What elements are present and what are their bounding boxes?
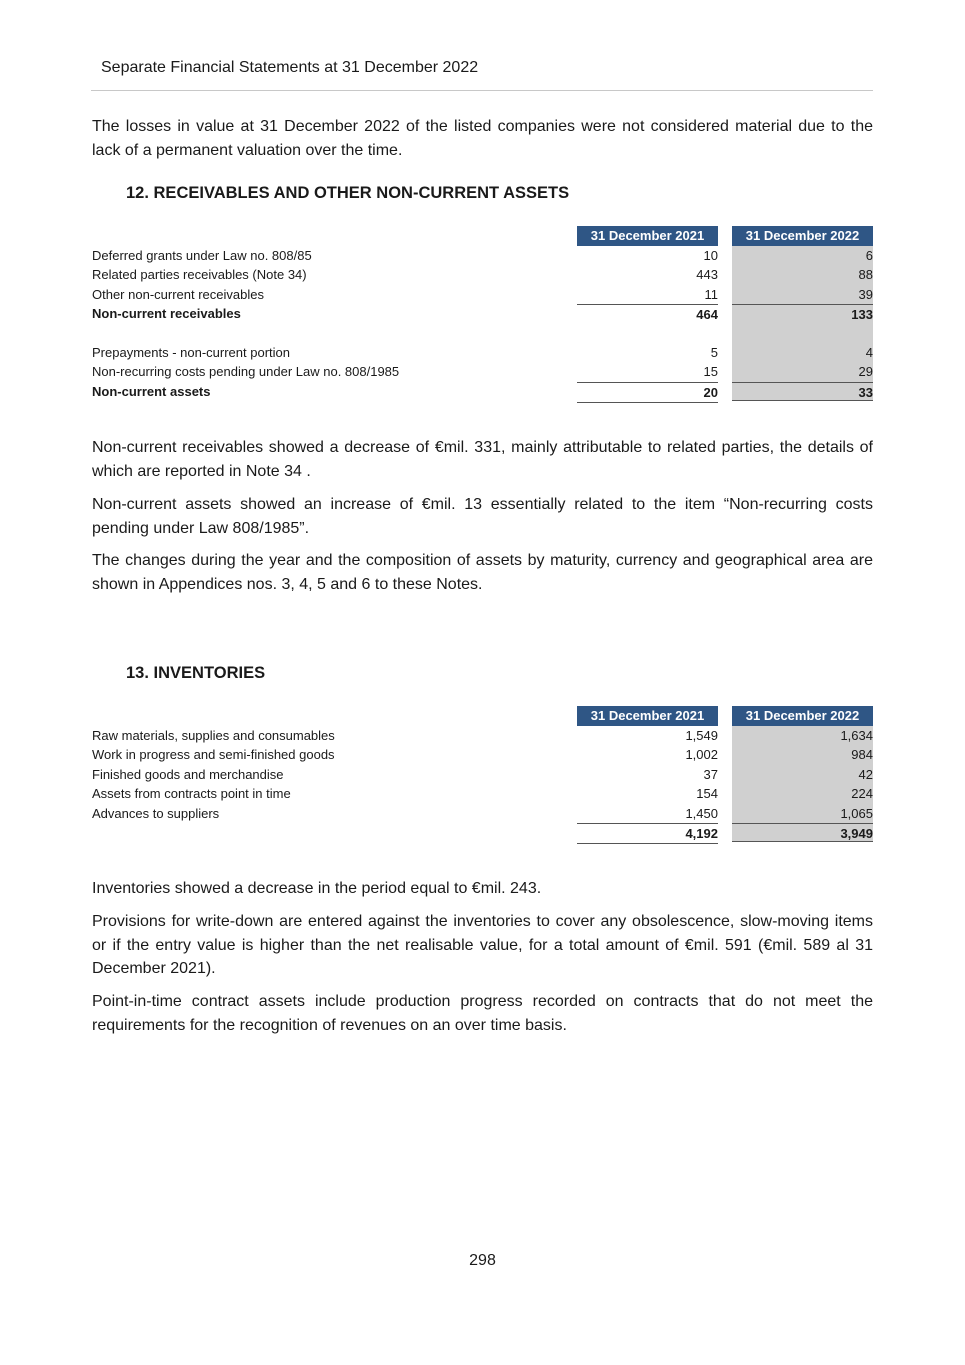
value-2021: 5 xyxy=(710,344,718,360)
value-2021: 15 xyxy=(703,364,718,380)
table-row xyxy=(92,784,873,803)
page-header-title: Separate Financial Statements at 31 December 2022 xyxy=(101,59,479,76)
section-13-paragraph: Inventories showed a decrease in the period equal to €mil. 243. xyxy=(92,880,542,897)
row-label: Non-current assets xyxy=(92,383,211,399)
value-2021: 20 xyxy=(577,382,718,403)
table-row xyxy=(92,285,873,304)
row-label: Advances to suppliers xyxy=(92,805,220,821)
table-row xyxy=(92,765,873,784)
value-2022: 1,634 xyxy=(732,726,873,745)
value-2022: 29 xyxy=(732,362,873,381)
value-2022: 3,949 xyxy=(732,823,873,842)
section-12-title: 12. RECEIVABLES AND OTHER NON-CURRENT ASSETS xyxy=(126,184,570,202)
header-divider xyxy=(91,90,873,91)
value-2021: 1,450 xyxy=(685,805,718,821)
value-2022: 42 xyxy=(732,765,873,784)
value-2022: 224 xyxy=(732,784,873,803)
table-header xyxy=(92,226,873,246)
value-2021: 464 xyxy=(577,304,718,324)
value-2022: 984 xyxy=(732,745,873,764)
value-2022: 6 xyxy=(732,246,873,265)
value-2021: 1,549 xyxy=(685,728,718,743)
column-header-2022: 31 December 2022 xyxy=(732,226,873,246)
column-header-2022: 31 December 2022 xyxy=(732,706,873,726)
value-2022: 133 xyxy=(732,304,873,323)
section-12-paragraph: The changes during the year and the composition of assets by maturity, currency and geographical area are shown in Appendices nos. 3, 4, 5 and 6 to these Notes. xyxy=(92,552,873,593)
table-row xyxy=(92,362,873,381)
row-label: Non-recurring costs pending under Law no. 808/1985 xyxy=(92,364,400,380)
receivables-table xyxy=(92,226,873,401)
table-row xyxy=(92,265,873,284)
row-label: Assets from contracts point in time xyxy=(92,786,291,802)
spacer-cell xyxy=(732,324,873,343)
value-2022: 88 xyxy=(732,265,873,284)
value-2022: 39 xyxy=(732,285,873,304)
value-2022: 33 xyxy=(732,382,873,401)
row-label: Non-current receivables xyxy=(92,306,241,322)
section-13-title: 13. INVENTORIES xyxy=(126,664,266,682)
table-row xyxy=(92,745,873,764)
table-header xyxy=(92,706,873,726)
table-row xyxy=(92,804,873,823)
row-label: Deferred grants under Law no. 808/85 xyxy=(92,248,312,263)
row-label: Other non-current receivables xyxy=(92,286,264,302)
value-2021: 10 xyxy=(703,248,718,263)
section-13-paragraph: Provisions for write-down are entered against the inventories to cover any obsolescence, slow-moving items or if the entry value is higher than the net realisable value, for a total amount of €mil. 591 (€mil. 589 al 31 December 2021). xyxy=(92,913,873,977)
section-13-paragraph: Point-in-time contract assets include production progress recorded on contracts that do not meet the requirements for the recognition of revenues on an over time basis. xyxy=(92,993,873,1034)
column-header-2021: 31 December 2021 xyxy=(577,706,718,726)
value-2022: 4 xyxy=(732,343,873,362)
table-row xyxy=(92,343,873,362)
value-2021: 11 xyxy=(704,286,718,302)
intro-paragraph: The losses in value at 31 December 2022 of the listed companies were not considered material due to the lack of a permanent valuation over the time. xyxy=(92,118,873,159)
row-label: Finished goods and merchandise xyxy=(92,766,284,782)
value-2021: 37 xyxy=(703,766,718,782)
value-2021: 154 xyxy=(696,786,718,802)
total-row xyxy=(92,823,873,842)
table-row xyxy=(92,726,873,745)
section-12-paragraph: Non-current receivables showed a decrease of €mil. 331, mainly attributable to related parties, the details of which are reported in Note 34 . xyxy=(92,439,873,480)
subtotal-row xyxy=(92,304,873,323)
row-label: Prepayments - non-current portion xyxy=(92,344,290,360)
table-row xyxy=(92,246,873,265)
section-12-paragraph: Non-current assets showed an increase of €mil. 13 essentially related to the item “Non-recurring costs pending under Law 808/1985”. xyxy=(92,496,873,537)
spacer-row xyxy=(92,324,873,343)
row-label: Related parties receivables (Note 34) xyxy=(92,267,307,283)
value-2022: 1,065 xyxy=(732,804,873,823)
page-number: 298 xyxy=(469,1252,496,1269)
total-row xyxy=(92,382,873,401)
value-2021: 1,002 xyxy=(685,747,718,763)
row-label: Work in progress and semi-finished goods xyxy=(92,747,335,763)
value-2021: 4,192 xyxy=(577,823,718,844)
value-2021: 443 xyxy=(696,267,718,283)
row-label: Raw materials, supplies and consumables xyxy=(92,728,335,743)
column-header-2021: 31 December 2021 xyxy=(577,226,718,246)
inventories-table xyxy=(92,706,873,842)
